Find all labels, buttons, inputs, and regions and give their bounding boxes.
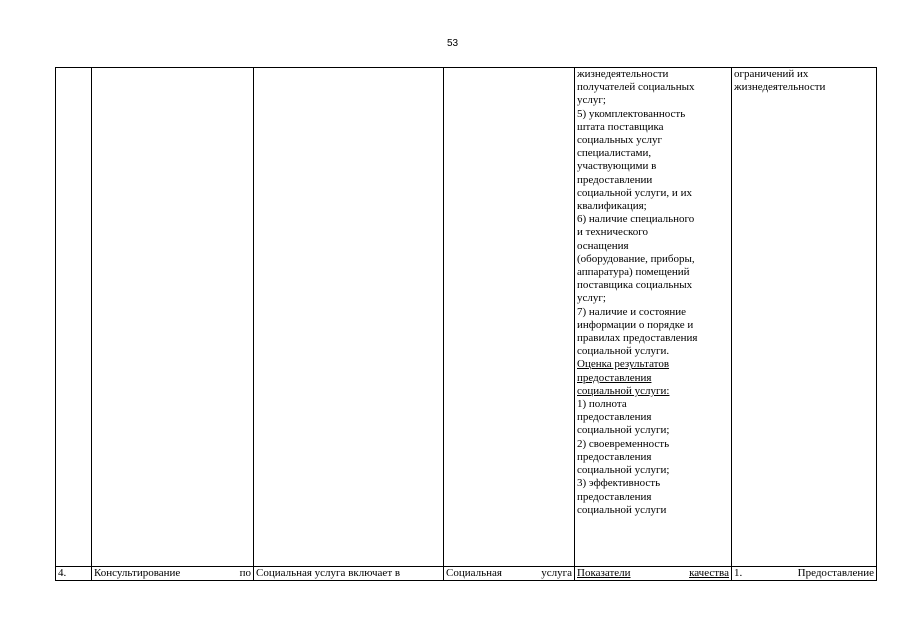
col5-line: социальных услуг [577, 134, 663, 147]
services-table [55, 67, 877, 581]
cell-service-description [254, 68, 444, 567]
conditions-left: 1. [734, 567, 743, 579]
col5-line: 5) укомплектованность [577, 107, 686, 120]
results-heading-line: предоставления [577, 371, 652, 384]
col5-line: 7) наличие и состояние [577, 305, 687, 318]
col5-line: штата поставщика [577, 120, 664, 133]
results-line: предоставления [577, 411, 652, 424]
cell-number: 4. [56, 567, 92, 581]
col6-line: жизнедеятельности [734, 81, 826, 94]
cell-quality-indicators [575, 68, 732, 567]
col5-line: получателей социальных [577, 81, 695, 94]
results-line: 3) эффективность [577, 477, 661, 490]
col5-line: информации о порядке и [577, 318, 694, 331]
col5-line: участвующими в [577, 160, 657, 173]
results-heading-line: Оценка результатов [577, 358, 670, 371]
col5-line: услуг; [577, 292, 606, 305]
results-line: социальной услуги; [577, 424, 670, 437]
term-left: Социальная [446, 567, 502, 579]
table-row-continuation [56, 68, 877, 567]
col5-line: (оборудование, приборы, [577, 252, 695, 265]
col5-line: специалистами, [577, 147, 652, 160]
cell-number [56, 68, 92, 567]
col5-line: квалификация; [577, 200, 647, 213]
cell-conditions [732, 567, 877, 581]
col5-line: предоставлении [577, 173, 653, 186]
service-name-right: по [239, 567, 251, 579]
quality-right: качества [689, 567, 729, 579]
cell-service-description: Социальная услуга включает в [254, 567, 444, 581]
page-number: 53 [446, 38, 459, 49]
cell-service-name [92, 68, 254, 567]
service-name-left: Консультирование [94, 567, 181, 579]
col5-line: 6) наличие специального [577, 213, 695, 226]
col6-line: ограничений их [734, 68, 809, 80]
col5-line: социальной услуги. [577, 345, 670, 358]
results-line: предоставления [577, 490, 652, 503]
results-line: 1) полнота [577, 398, 627, 411]
col5-line: поставщика социальных [577, 279, 693, 292]
cell-conditions [732, 68, 877, 567]
conditions-right: Предоставление [797, 567, 874, 579]
col5-line: социальной услуги, и их [577, 186, 692, 199]
results-line: социальной услуги; [577, 464, 670, 477]
col5-line: оснащения [577, 239, 629, 252]
results-line: социальной услуги [577, 503, 667, 516]
cell-service-term [444, 68, 575, 567]
col5-line: аппаратура) помещений [577, 266, 690, 279]
table-row-4 [56, 567, 877, 581]
results-line: предоставления [577, 450, 652, 463]
cell-quality-indicators [575, 567, 732, 581]
col5-line: правилах предоставления [577, 332, 698, 345]
quality-left: Показатели [577, 567, 631, 579]
cell-service-name [92, 567, 254, 581]
results-heading-line: социальной услуги: [577, 384, 670, 397]
term-right: услуга [541, 567, 572, 579]
col5-line: и технического [577, 226, 649, 239]
cell-service-term [444, 567, 575, 581]
col5-line: услуг; [577, 94, 606, 107]
col5-line: жизнедеятельности [577, 68, 669, 80]
results-line: 2) своевременность [577, 437, 670, 450]
